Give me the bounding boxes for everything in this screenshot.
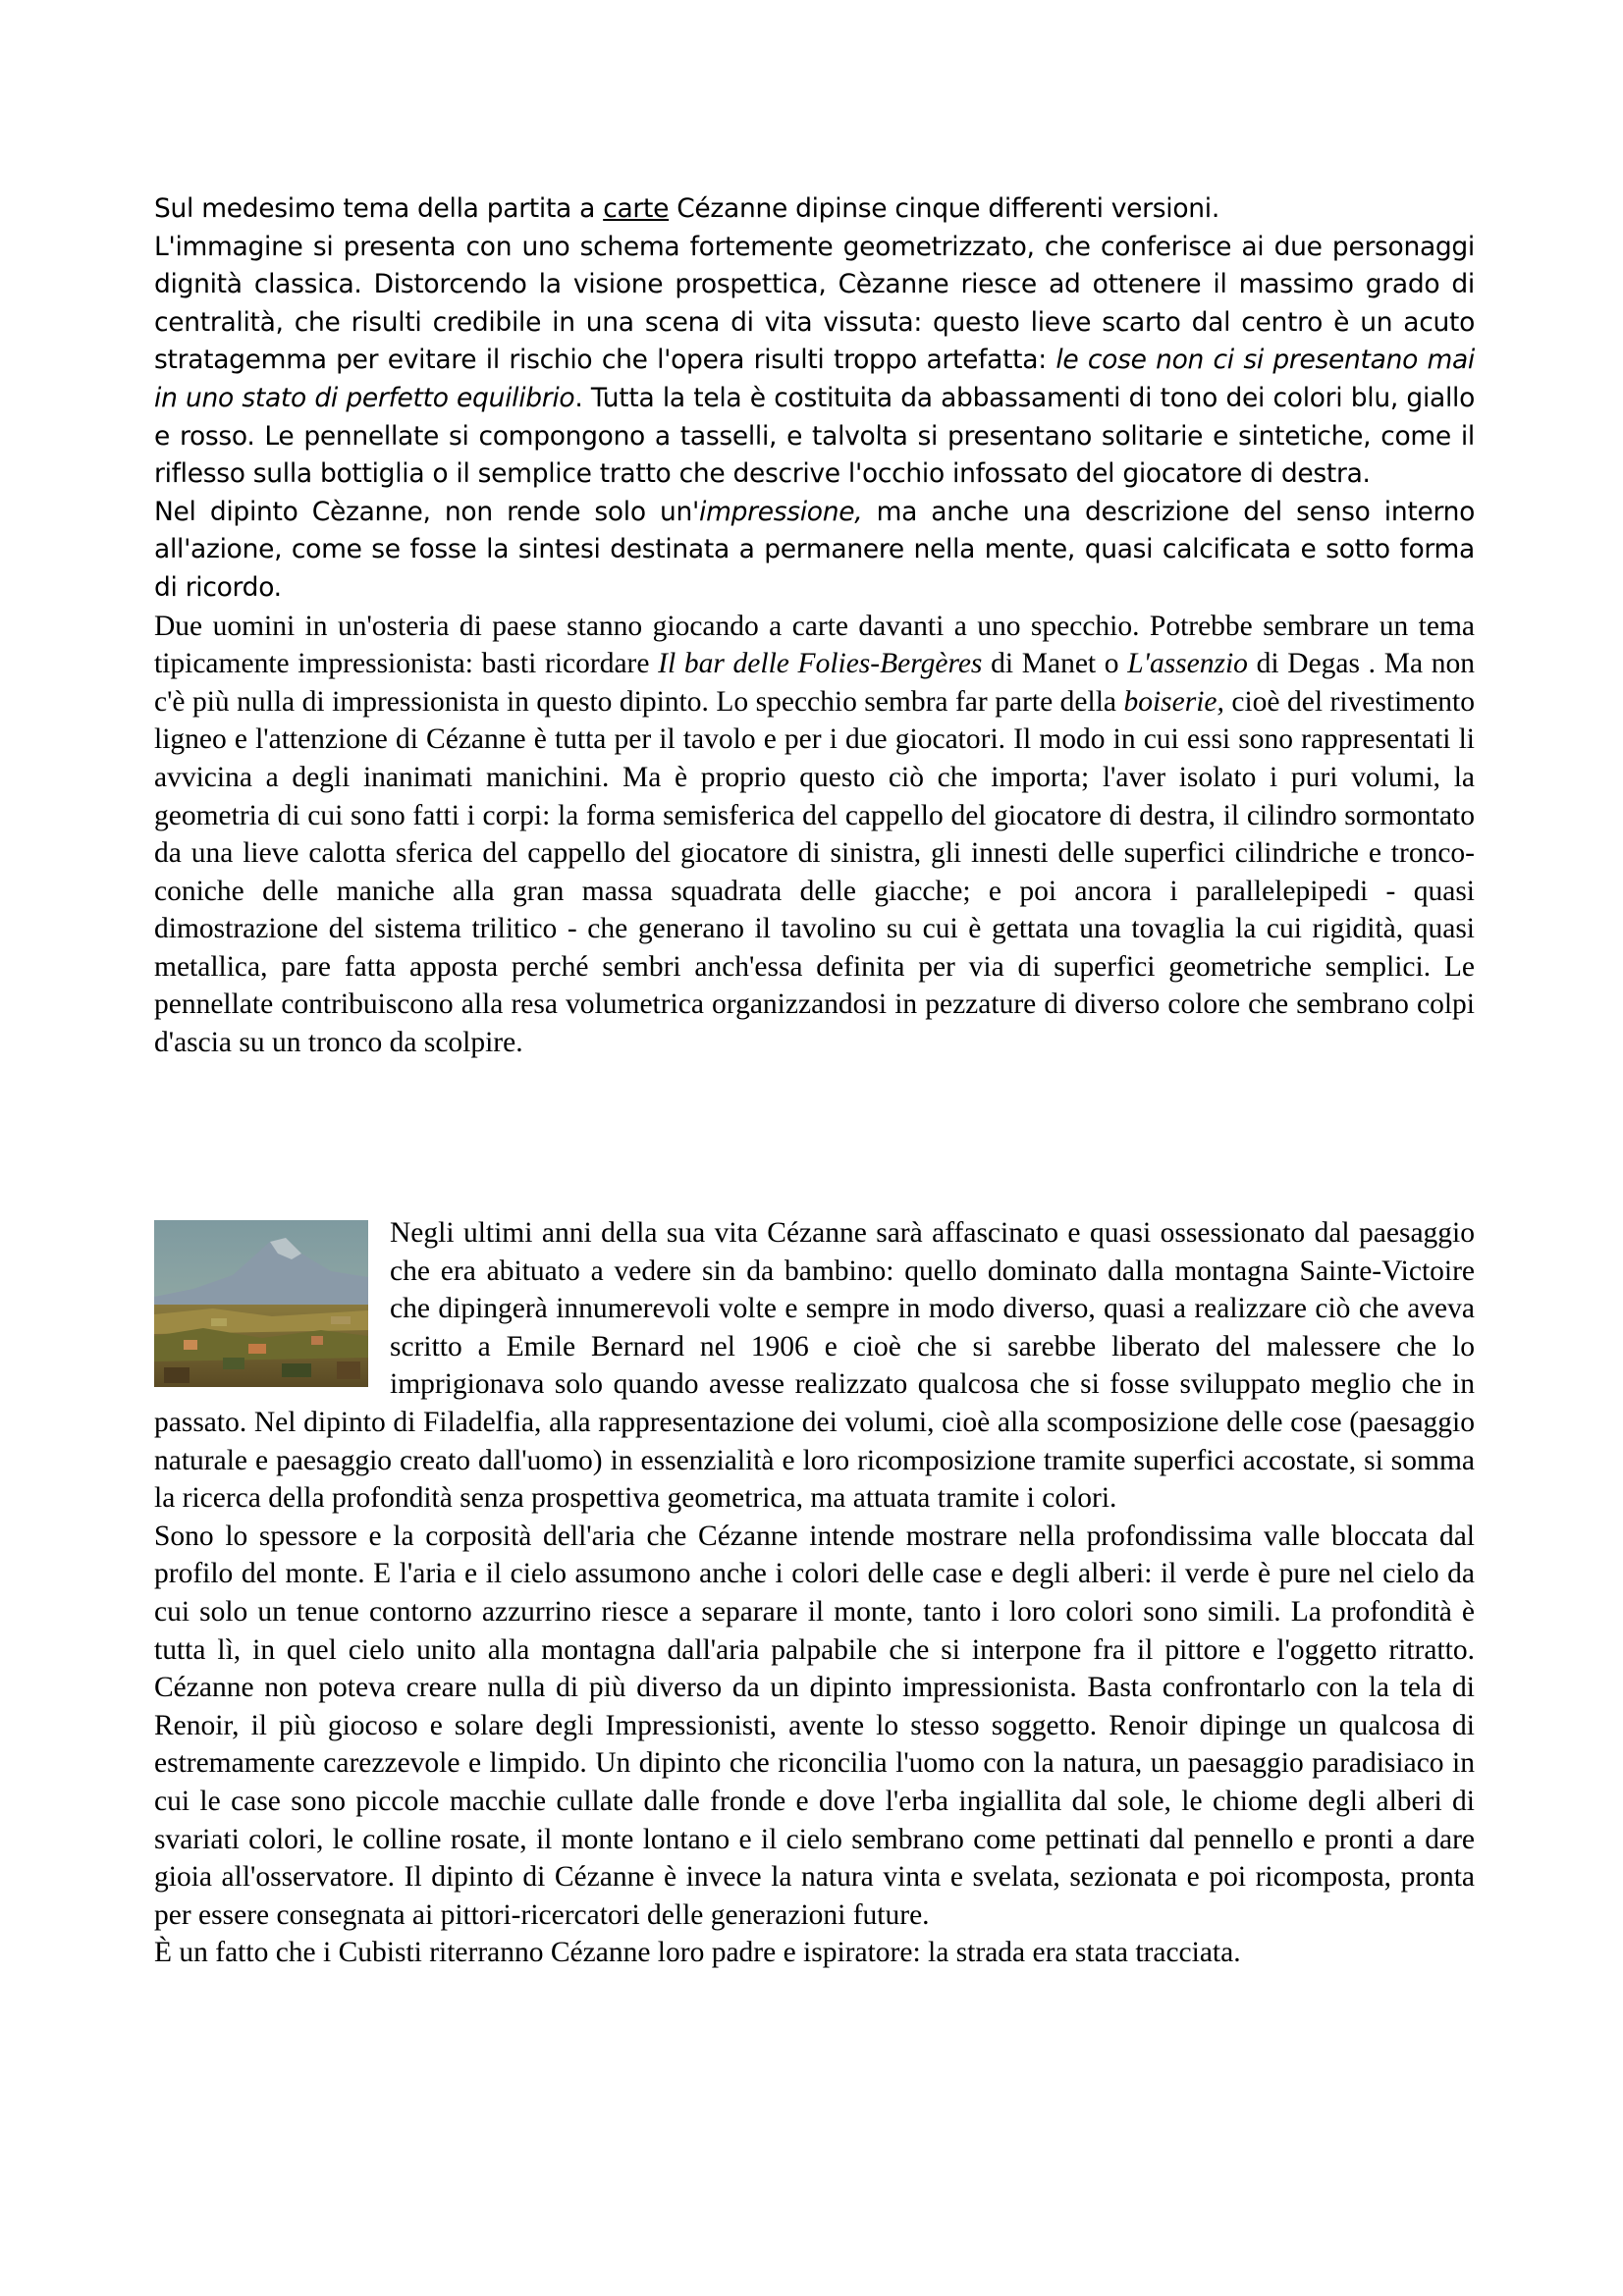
paragraph-geometry: L'immagine si presenta con uno schema fortemente geometrizzato, che conferisce ai due personaggi dignità classica. Distorcendo la visione prospettica, Cèzanne riesce ad ottenere il massimo grado di centralità, che risulti credibile in una scena di vita vissuta: questo lieve scarto dal centro è un acuto stratagemma per evitare il rischio che l'opera risulti troppo artefatta: le cose non ci si presentano mai in uno stato di perfetto equilibrio. Tutta la tela è costituita da abbassamenti di tono dei colori blu, giallo e rosso. Le pennellate si compongono a tasselli, e talvolta si presentano solitarie e sintetiche, come il riflesso sulla bottiglia o il semplice tratto che descrive l'occhio infossato del giocatore di destra.	[154, 231, 1475, 490]
paragraph-cubisti: È un fatto che i Cubisti riterranno Cézanne loro padre e ispiratore: la strada era stata tracciata.	[154, 1937, 1241, 1969]
mont-sainte-victoire-painting	[154, 1220, 368, 1387]
link-carte[interactable]: carte	[603, 193, 670, 224]
section-sainte-victoire	[154, 1214, 1475, 1972]
section-card-players	[154, 190, 1475, 1062]
paragraph-osteria: Due uomini in un'osteria di paese stanno giocando a carte davanti a uno specchio. Potrebbe sembrare un tema tipicamente impressionista: basti ricordare Il bar delle Folies-Bergères di Manet o L'assenzio di Degas . Ma non c'è più nulla di impressionista in questo dipinto. Lo specchio sembra far parte della boiserie, cioè del rivestimento ligneo e l'attenzione di Cézanne è tutta per il tavolo e per i due giocatori. Il modo in cui essi sono rappresentati li avvicina a degli inanimati manichini. Ma è proprio questo ciò che importa; l'aver isolato i puri volumi, la geometria di cui sono fatti i corpi: la forma semisferica del cappello del giocatore di destra, il cilindro sormontato da una lieve calotta sferica del cappello del giocatore di sinistra, gli innesti delle superfici cilindriche e tronco-coniche delle maniche alla gran massa squadrata delle giacche; e poi ancora i parallelepipedi - quasi dimostrazione del sistema trilitico - che generano il tavolino su cui è gettata una tovaglia la cui rigidità, quasi metallica, pare fatta apposta perché sembri anch'essa definita per via di superfici geometriche semplici. Le pennellate contribuiscono alla resa volumetrica organizzandosi in pezzature di diverso colore che sembrano colpi d'ascia su un tronco da scolpire.	[154, 610, 1475, 1059]
paragraph-aria: Sono lo spessore e la corposità dell'aria che Cézanne intende mostrare nella profondissima valle bloccata dal profilo del monte. E l'aria e il cielo assumono anche i colori delle case e degli alberi: il verde è pure nel cielo da cui solo un tenue contorno azzurrino riesce a separare il monte, tanto i loro colori sono simili. La profondità è tutta lì, in quel cielo unito alla montagna dall'aria palpabile che si interpone fra il pittore e l'oggetto ritratto. Cézanne non poteva creare nulla di più diverso da un dipinto impressionista. Basta confrontarlo con la tela di Renoir, il più giocoso e solare degli Impressionisti, avente lo stesso soggetto. Renoir dipinge un qualcosa di estremamente carezzevole e limpido. Un dipinto che riconcilia l'uomo con la natura, un paesaggio paradisiaco in cui le case sono piccole macchie cullate dalle fronde e dove l'erba ingiallita dal sole, le chiome degli alberi di svariati colori, le colline rosate, il monte lontano e il cielo sembrano come pettinati dal pennello e pronti a dare gioia all'osservatore. Il dipinto di Cézanne è invece la natura vinta e svelata, sezionata e poi ricomposta, pronta per essere consegnata ai pittori-ricercatori delle generazioni future.	[154, 1520, 1475, 1931]
paragraph-intro: Sul medesimo tema della partita a carte Cézanne dipinse cinque differenti versioni.	[154, 193, 1219, 224]
paragraph-impression: Nel dipinto Cèzanne, non rende solo un'impressione, ma anche una descrizione del senso interno all'azione, come se fosse la sintesi destinata a permanere nella mente, quasi calcificata e sotto forma di ricordo.	[154, 496, 1475, 603]
paragraph-sainte-victoire: Negli ultimi anni della sua vita Cézanne sarà affascinato e quasi ossessionato dal paesaggio che era abituato a vedere sin da bambino: quello dominato dalla montagna Sainte-Victoire che dipingerà innumerevoli volte e sempre in modo diverso, quasi a realizzare ciò che aveva scritto a Emile Bernard nel 1906 e cioè che si sarebbe liberato del malessere che lo imprigionava solo quando avesse realizzato qualcosa che si fosse sviluppato meglio che in passato. Nel dipinto di Filadelfia, alla rappresentazione dei volumi, cioè alla scomposizione delle cose (paesaggio naturale e paesaggio creato dall'uomo) in essenzialità e loro ricomposizione tramite superfici accostate, si somma la ricerca della profondità senza prospettiva geometrica, ma attuata tramite i colori.	[154, 1217, 1475, 1515]
